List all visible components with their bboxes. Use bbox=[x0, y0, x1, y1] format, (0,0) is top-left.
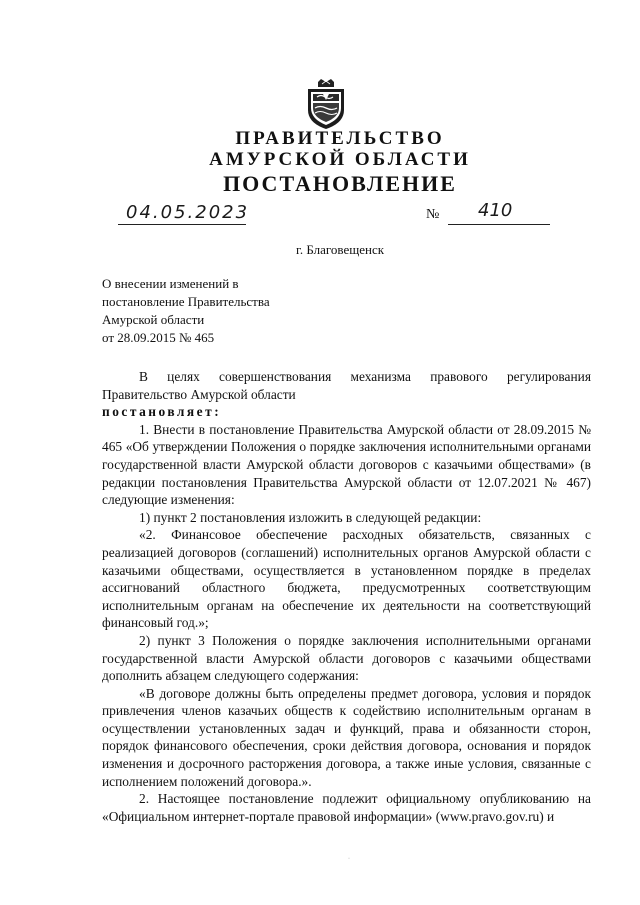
subject-line: О внесении изменений в bbox=[102, 276, 239, 291]
document-body bbox=[102, 368, 591, 825]
paragraph-2: 2. Настоящее постановление подлежит официальному опубликованию на «Официальном интернет-портале правовой информации» (www.pravo.gov.ru) и bbox=[102, 791, 591, 824]
preamble-paragraph: В целях совершенствования механизма правового регулирования Правительство Амурской области bbox=[102, 369, 591, 402]
subparagraph-1-1: 1) пункт 2 постановления изложить в следующей редакции: bbox=[139, 509, 482, 525]
government-title-line1: ПРАВИТЕЛЬСТВО bbox=[235, 128, 445, 149]
decree-word: постановляет: bbox=[102, 404, 222, 420]
city-name: г. Благовещенск bbox=[295, 242, 385, 257]
coat-of-arms-emblem-icon bbox=[305, 78, 347, 130]
subparagraph-1-2: 2) пункт 3 Положения о порядке заключения исполнительными органами государственной власти Амурской области договоров с казачьими обществами дополнить абзацем следующего содержания: bbox=[102, 632, 591, 684]
scan-speck: · bbox=[348, 856, 350, 862]
subparagraph-1-1-text: «2. Финансовое обеспечение расходных обязательств, связанных с реализацией договоров (соглашений) исполнительных органов Амурской области с казачьими обществами, осуществляется в установленном порядке в пределах ассигнований областного бюджета, предусмотренных соответствующим исполнительным органам на обеспечение их деятельности на соответствующий финансовый год.»; bbox=[102, 527, 591, 631]
handwritten-number: 410 bbox=[478, 200, 513, 221]
document-type-title: ПОСТАНОВЛЕНИЕ bbox=[223, 171, 457, 196]
subject-line: постановление Правительства bbox=[102, 294, 270, 309]
handwritten-date: 04.05.2023 bbox=[126, 202, 250, 223]
document-subject bbox=[102, 275, 322, 347]
number-underline bbox=[448, 224, 550, 225]
government-title-line2: АМУРСКОЙ ОБЛАСТИ bbox=[209, 149, 471, 170]
paragraph-1: 1. Внести в постановление Правительства Амурской области от 28.09.2015 № 465 «Об утверждении Положения о порядке заключения исполнительными органами государственной власти Амурской области договоров с казачьими обществами» (в редакции постановления Правительства Амурской области от 12.07.2021 № 467) следующие изменения: bbox=[102, 421, 591, 508]
subparagraph-1-2-text: «В договоре должны быть определены предмет договора, условия и порядок привлечения членов казачьих обществ к содействию исполнительным органам в осуществлении установленных задач и функций, права и обязанности сторон, порядок финансового обеспечения, сроки действия договора, основания и порядок изменения и досрочного расторжения договора, а также иные условия, связанные с исполнением положений договора.». bbox=[102, 685, 591, 789]
date-underline bbox=[118, 224, 246, 225]
subject-line: Амурской области bbox=[102, 312, 205, 327]
subject-line: от 28.09.2015 № 465 bbox=[102, 330, 215, 345]
number-label: № bbox=[426, 207, 440, 222]
